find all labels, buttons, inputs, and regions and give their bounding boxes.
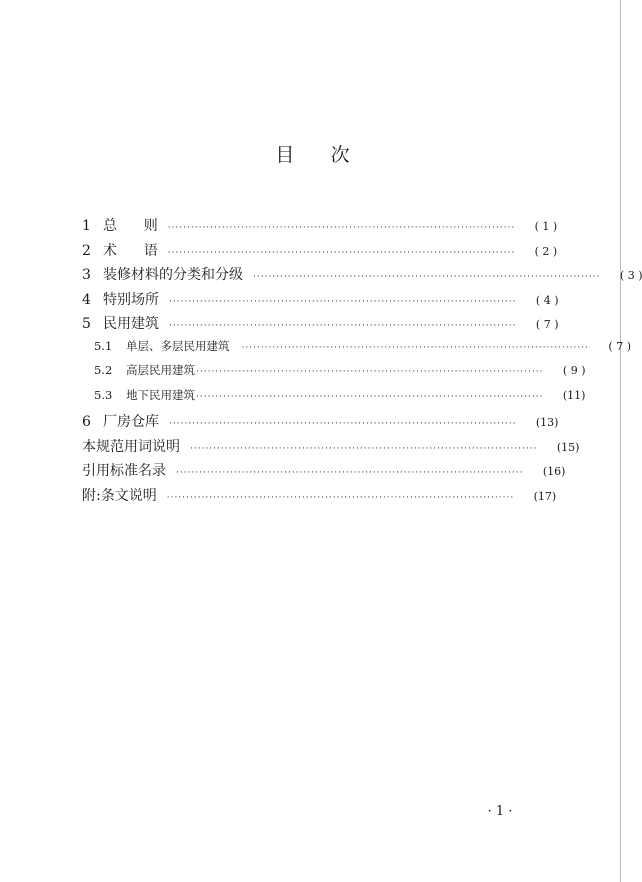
scan-edge-line [620,0,621,882]
toc-entry-number: 5.1 [94,338,113,353]
toc-entry-number: 5.2 [94,363,113,377]
toc-leader-dots: ·························································································· [190,443,538,454]
toc-entry-page: ( 1 ) [534,220,558,233]
toc-leader-dots: ·························································································· [241,342,589,353]
toc-entry-label: 厂房仓库 [103,414,159,430]
toc-entry-number: 5.3 [94,387,113,402]
toc-entry-page: (15) [556,440,580,454]
toc-entry-page: (17) [533,489,557,503]
toc-entry-number: 5 [82,316,91,332]
toc-entry-label: 总 则 [103,218,158,234]
page-number: · 1 · [487,804,513,819]
toc-leader-dots: ·························································································· [253,272,601,282]
toc-entry [82,485,557,510]
toc-entry-label: 单层、多层民用建筑 [126,338,230,353]
toc-entry-page: ( 4 ) [535,293,559,307]
toc-entry-number: 3 [82,267,91,283]
toc-entry-page: ( 2 ) [534,244,558,258]
toc-entry-label: 附:条文说明 [82,487,157,504]
toc-subentry [82,338,631,363]
toc-entry-page: (16) [542,465,566,478]
toc-entry-label: 装修材料的分类和分级 [103,267,243,283]
toc-leader-dots: ·························································································· [169,321,517,331]
toc-leader-dots: ·························································································· [176,468,524,478]
toc-entry-label: 特别场所 [103,291,159,308]
toc-entry-label: 地下民用建筑 [126,387,195,402]
toc-subentry [82,387,586,412]
toc-entry [82,313,559,338]
toc-entry-page: ( 3 ) [619,269,642,282]
toc-entry-page: (11) [562,388,586,402]
toc-entry-label: 高层民用建筑 [126,363,195,377]
toc-entry-page: ( 7 ) [608,339,631,353]
toc-entry [82,240,558,265]
toc-leader-dots: ·························································································· [169,419,517,429]
toc-entry [82,460,566,485]
toc-entry-page: ( 7 ) [535,318,559,331]
toc-leader-dots: ·························································································· [167,223,516,233]
toc-leader-dots: ·························································································· [167,247,516,258]
toc-entry [82,215,558,240]
toc-entry [82,436,580,461]
toc-leader-dots: ·························································································· [169,296,517,307]
toc-entry-number: 1 [82,218,91,234]
toc-entry-label: 术 语 [103,242,158,259]
toc-leader-dots: ·························································································· [166,492,515,503]
toc-entry-number: 4 [82,291,91,308]
toc-entry [82,264,642,289]
toc-entry-number: 2 [82,242,91,259]
toc-entry-number: 6 [82,414,91,430]
toc-subentry [82,362,586,387]
toc-entry-label: 引用标准名录 [82,463,166,479]
toc-entry-label: 民用建筑 [103,316,159,332]
table-of-contents [82,215,642,509]
toc-entry-label: 本规范用词说明 [82,438,180,455]
toc-leader-dots: ·························································································· [196,367,544,377]
toc-leader-dots: ·························································································· [196,391,544,402]
toc-entry [82,289,559,314]
toc-entry-page: ( 9 ) [562,364,586,377]
page-title: 目 次 [275,144,350,166]
toc-entry [82,411,559,436]
toc-entry-page: (13) [535,416,559,429]
